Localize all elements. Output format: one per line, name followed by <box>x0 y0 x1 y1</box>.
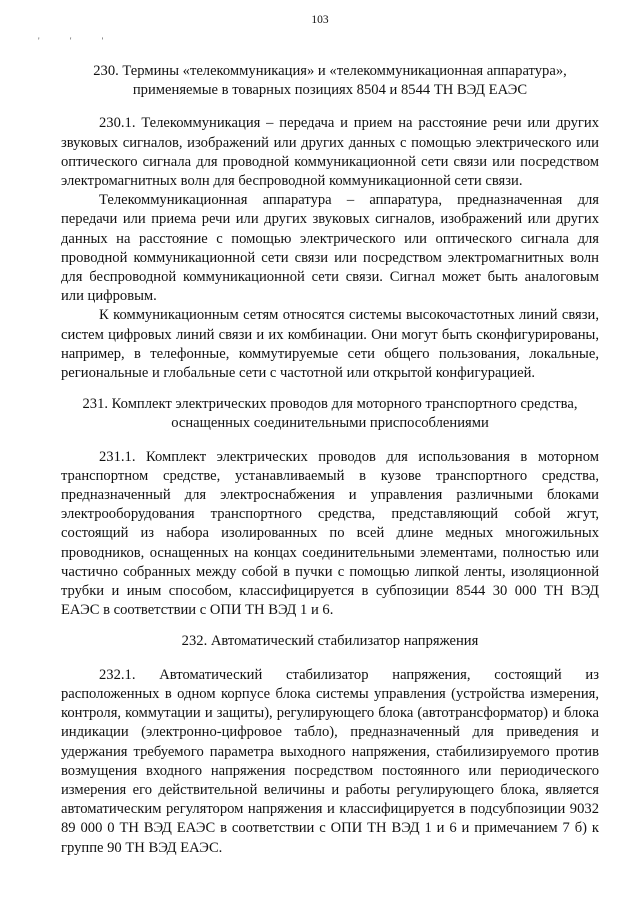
section-232 <box>61 632 599 857</box>
page-number: 103 <box>311 14 329 26</box>
scan-specks: ' ' ' <box>38 36 118 46</box>
document-body <box>61 62 599 858</box>
paragraph: 232.1. Автоматический стабилизатор напряжения, состоящий из расположенных в одном корпусе блока системы управления (устройства измерения, контроля, коммутации и защиты), регулирующего блока (автотрансформатор) и блока индикации (электронно-цифровое табло), предназначенный для приведения и удержания требуемого параметра выходного напряжения, стабилизируемого против возмущения входного напряжения посредством постоянного или периодического измерения его действительной величины и работы регулирующего блока, является автоматическим регулятором напряжения и классифицируется в подсубпозиции 9032 89 000 0 ТН ВЭД ЕАЭС в соответствии с ОПИ ТН ВЭД 1 и 6 и примечанием 7 б) к группе 90 ТН ВЭД ЕАЭС. <box>61 666 599 856</box>
section-231 <box>61 395 599 620</box>
section-230 <box>61 62 599 383</box>
section-heading: 230. Термины «телекоммуникация» и «телекоммуникационная аппаратура», применяемые в товарных позициях 8504 и 8544 ТН ВЭД ЕАЭС <box>93 63 567 99</box>
paragraph: Телекоммуникационная аппаратура – аппаратура, предназначенная для передачи или приема речи или других звуковых сигналов, изображений или других данных на расстояние с помощью электрического или оптического сигнала для проводной коммуникационной сети связи или посредством электромагнитных волн для беспроводной коммуникационной сети связи. Сигнал может быть аналоговым или цифровым. <box>61 192 599 305</box>
paragraph: К коммуникационным сетям относятся системы высокочастотных линий связи, систем цифровых линий связи и их комбинации. Они могут быть сконфигурированы, например, в телефонные, коммутируемые сети общего пользования, локальные, региональные и глобальные сети с частотной или открытой конфигурацией. <box>61 307 599 382</box>
section-heading: 231. Комплект электрических проводов для моторного транспортного средства, оснащенных соединительными приспособлениями <box>82 396 578 432</box>
paragraph: 230.1. Телекоммуникация – передача и прием на расстояние речи или других звуковых сигналов, изображений или других данных с помощью электрического или оптического сигнала для проводной коммуникационной сети связи или посредством электромагнитных волн для беспроводной коммуникационной сети связи. <box>61 115 599 190</box>
paragraph: 231.1. Комплект электрических проводов для использования в моторном транспортном средстве, устанавливаемый в кузове транспортного средства, предназначенный для электроснабжения и управления различными блоками электрооборудования транспортного средства, представляющий собой жгут, состоящий из набора изолированных по всей длине медных многожильных проводников, оснащенных на концах соединительными элементами, полностью или частично собранных между собой в пучки с помощью липкой ленты, изоляционной трубки и иным способом, классифицируется в субпозиции 8544 30 000 ТН ВЭД ЕАЭС в соответствии с ОПИ ТН ВЭД 1 и 6. <box>61 448 599 619</box>
section-heading: 232. Автоматический стабилизатор напряжения <box>181 633 479 650</box>
